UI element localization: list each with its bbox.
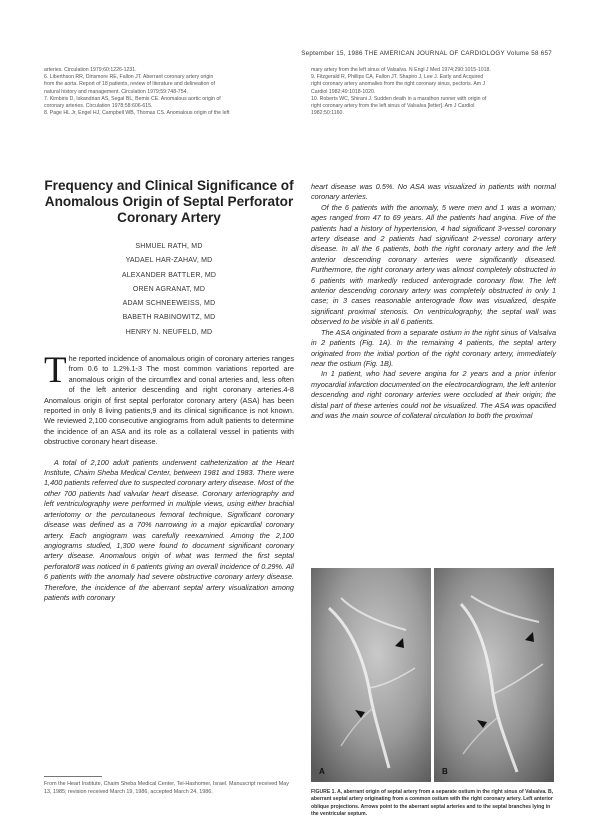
references-left [44, 67, 294, 117]
author-name: YADAEL HAR-ZAHAV, MD [125, 257, 213, 265]
author-list [44, 240, 294, 340]
angiogram-panel-b [434, 568, 554, 782]
panel-divider [431, 568, 434, 782]
right-column-body [311, 182, 556, 421]
results-paragraph: Of the 6 patients with the anomaly, 5 were men and 1 was a woman; ages ranged from 47 to 69 years. All the patients had angina. Five of the patients had a history of hypertension, 4 had significant 3-vessel coronary artery disease and 2 patients had significant 2-vessel coronary artery disease. In all the 6 patients, both the right coronary artery and the left anterior descending coronary arteries were significantly diseased. Furthermore, the right coronary artery was almost completely obstructed in 6 patients with markedly reduced anterograde coronary flow. The left anterior descending coronary artery was completely obstructed in only 1 case; in 3 cases reasonable anterograde flow was visualized, despite significant proximal stenosis. On ventriculography, the septal wall was observed to be visible in all 6 patients. [311, 202, 556, 327]
panel-label-a: A [319, 767, 325, 776]
reference-line: 8. Page HL Jr, Engel HJ, Campbell WB, Thomas CS. Anomalous origin of the left [44, 110, 230, 117]
author-name: BABETH RABINOWITZ, MD [122, 314, 216, 322]
footnote-rule [44, 776, 102, 777]
reference-line: 7. Kimbiris D, Iskandrian AS, Segal BL, Bemis CE. Anomalous aortic origin of [44, 95, 221, 102]
angiogram-panel-a [311, 568, 431, 782]
results-paragraph: heart disease was 0.5%. No ASA was visualized in patients with normal coronary arteries. [311, 182, 556, 202]
reference-line: coronary arteries. Circulation 1978;58:606-615. [44, 103, 153, 110]
results-paragraph: In 1 patient, who had severe angina for 2 years and a prior inferior myocardial infarction documented on the electrocardiogram, the left anterior descending and right coronary arteries were occluded at their origin; the distal part of these arteries could not be visualized. The ASA was opacified and was the main source of collateral circulation to both the proximal [311, 369, 556, 420]
reference-line: natural history and management. Circulation 1979;59:748-754. [44, 88, 188, 95]
reference-line: 6. Liberthson RR, Dinsmore RE, Fallon JT. Aberrant coronary artery origin [44, 74, 214, 81]
author-name: HENRY N. NEUFELD, MD [125, 328, 213, 336]
reference-line: right coronary artery from the left sinus of Valsalva [letter]. Am J Cardiol [311, 103, 475, 110]
author-name: ALEXANDER BATTLER, MD [121, 271, 217, 279]
methods-paragraph: A total of 2,100 adult patients underwent catheterization at the Heart Institute, Chaim Sheba Medical Center, between 1981 and 1983. There were 1,400 patients referred due to suspected coronary artery disease. Most of the other 700 patients had valvular heart disease. Coronary arteriography and left ventriculography were performed in multiple views, using either brachial arteriotomy or the percutaneous femoral technique. Significant coronary disease was defined as a 70% narrowing in a major epicardial coronary artery. Each angiogram was carefully reexamined. Among the 2,100 angiograms studied, 1,300 were found to document significant coronary artery disease. Anomalous origin of what was termed the first septal perforator8 was noticed in 6 patients giving an overall incidence of 0.29%. All 6 patients with the anomaly had severe obstructive coronary artery disease. Therefore, the incidence of the aberrant septal artery visualization among patients with coronary [44, 457, 294, 602]
author-name: SHMUEL RATH, MD [135, 243, 203, 250]
footnote: From the Heart Institute, Chaim Sheba Medical Center, Tel-Hashomer, Israel. Manuscript received May 13, 1985; revision received March 19, 1986, accepted March 24, 1986. [44, 781, 289, 795]
angiogram-image [311, 568, 554, 782]
reference-line: mary artery from the left sinus of Valsalva. N Engl J Med 1974;290:1015-1018. [311, 67, 491, 73]
references-right [311, 67, 556, 117]
figure-caption: FIGURE 1. A, aberrant origin of septal artery from a separate ostium in the right sinus of Valsalva. B, aberrant septal artery originating from a common ostium with the right coronary artery. Left anterior oblique projections. Arrows point to the aberrant septal arteries and to the septal branches lying in the ventricular septum. [311, 789, 554, 817]
reference-line: from the aorta. Report of 18 patients, review of literature and delineation of [44, 81, 215, 88]
intro-paragraph: The reported incidence of anomalous origin of coronary arteries ranges from 0.6 to 1.2%.1-3 The most common variations reported are anomalous origin of the circumflex and conal arteries and, less often of the left anterior descending and right coronary arteries.4-8 Anomalous origin of first septal perforator coronary artery (ASA) has been reported in only 8 living patients,9 and its clinical significance is not known. We reviewed 2,100 consecutive angiograms from adult patients to determine the incidence of an ASA and its role as a collateral vessel in patients with obstructive coronary heart disease. [44, 350, 294, 447]
left-column-body [44, 350, 294, 603]
reference-line: Cardiol 1982;49:1018-1020. [311, 88, 376, 95]
reference-line: 10. Roberts WC, Shirani J. Sudden death in a marathon runner with origin of [311, 95, 487, 102]
reference-line: arteries. Circulation 1979;60:1226-1231. [44, 67, 137, 73]
article-title: Frequency and Clinical Significance of Anomalous Origin of Septal Perforator Coronary Artery [44, 178, 294, 225]
drop-cap: T [44, 350, 67, 391]
figure-angiograms [311, 568, 554, 782]
running-header: September 15, 1986 THE AMERICAN JOURNAL OF CARDIOLOGY Volume 58 657 [301, 50, 552, 57]
author-name: ADAM SCHNEEWEISS, MD [122, 300, 216, 308]
results-paragraph: The ASA originated from a separate ostium in the right sinus of Valsalva in 2 patients (Fig. 1A). In the remaining 4 patients, the septal artery originated from the initial portion of the right coronary artery, immediately near the ostium (Fig. 1B). [311, 327, 556, 368]
reference-line: 1982;50:1160. [311, 110, 344, 117]
reference-line: 9. Fitzgerald R, Phillips CA, Fallon JT. Shapiro J, Lee J. Early and Acquired [311, 74, 484, 81]
reference-line: right coronary artery anomalies from the right coronary sinus, pectoris. Am J [311, 81, 486, 88]
author-name: OREN AGRANAT, MD [132, 285, 206, 293]
panel-label-b: B [442, 767, 448, 776]
